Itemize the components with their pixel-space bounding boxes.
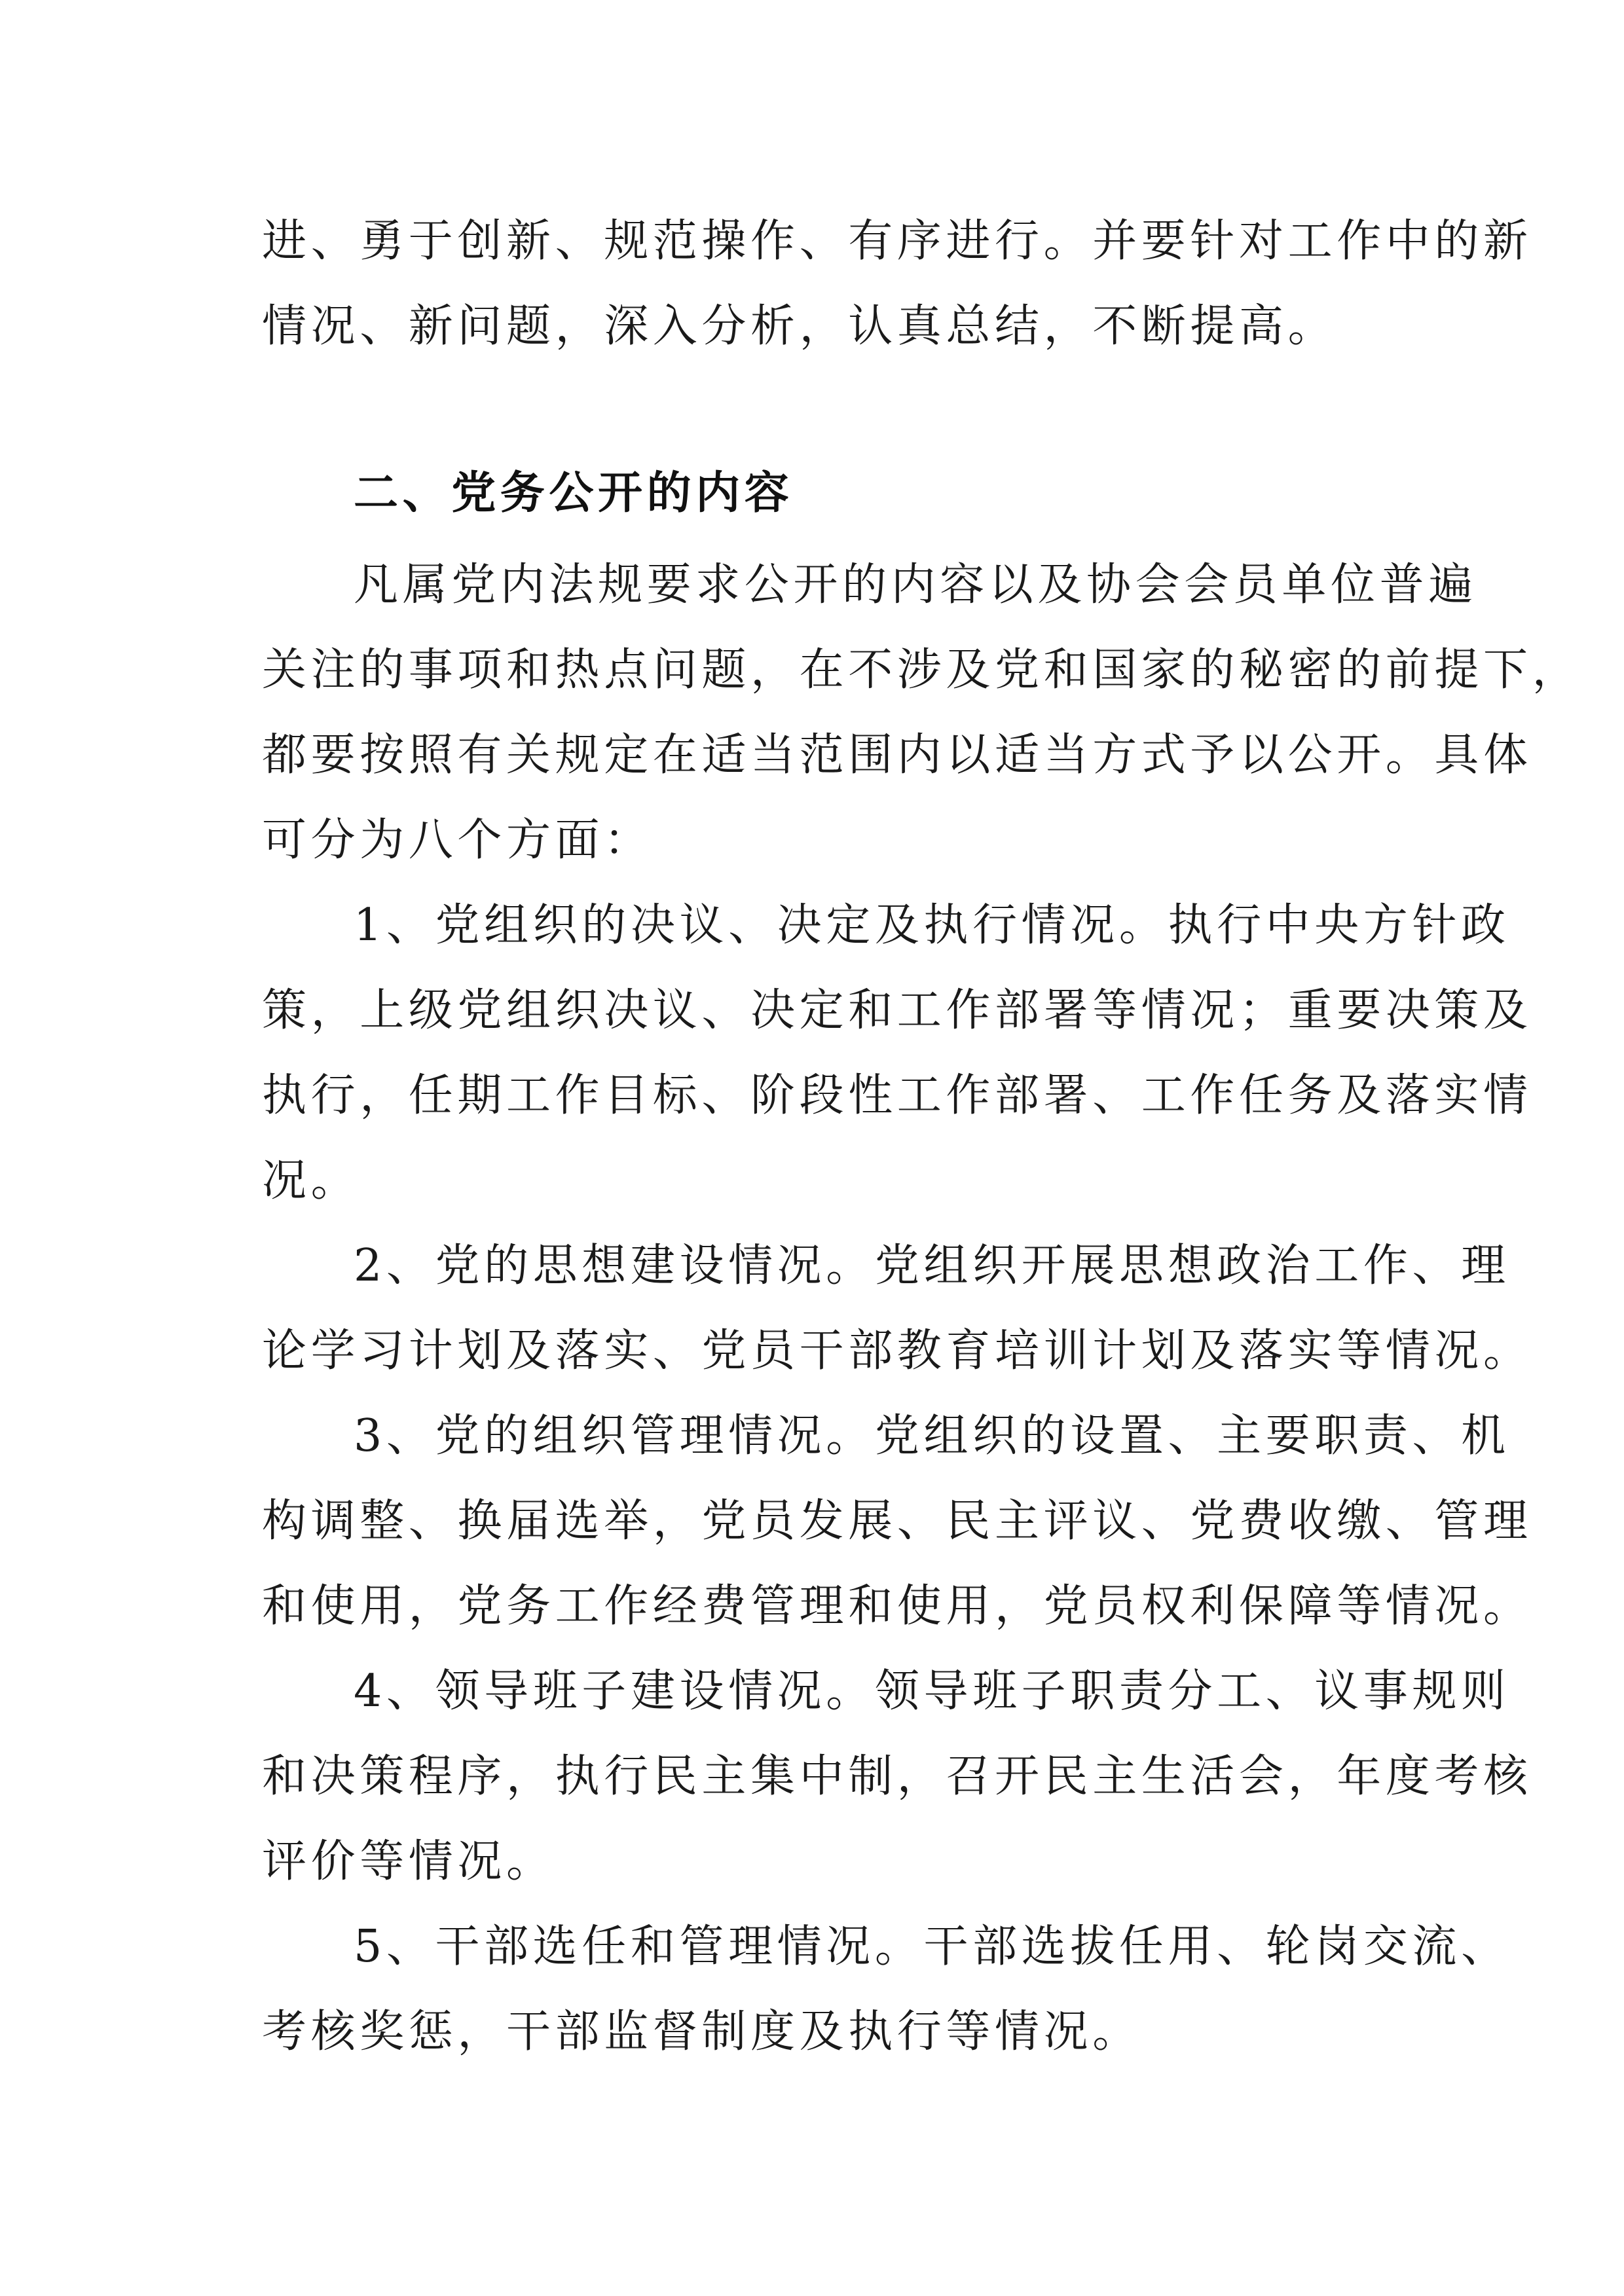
text-line: 执行，任期工作目标、阶段性工作部署、工作任务及落实情 [262,1070,1532,1121]
text-line: 关注的事项和热点问题，在不涉及党和国家的秘密的前提下， [262,644,1581,696]
text-line: 1、党组织的决议、决定及执行情况。执行中央方针政 [354,900,1510,951]
text-line: 4、领导班子建设情况。领导班子职责分工、议事规则 [354,1666,1510,1717]
text-line: 3、党的组织管理情况。党组织的设置、主要职责、机 [354,1410,1510,1462]
text-line: 考核奖惩，干部监督制度及执行等情况。 [262,2006,1141,2058]
text-line: 凡属党内法规要求公开的内容以及协会会员单位普遍 [354,559,1477,611]
text-line: 进、勇于创新、规范操作、有序进行。并要针对工作中的新 [262,215,1532,267]
text-line: 构调整、换届选举，党员发展、民主评议、党费收缴、管理 [262,1495,1532,1547]
text-line: 情况、新问题，深入分析，认真总结，不断提高。 [262,301,1337,352]
text-line: 可分为八个方面： [262,814,653,866]
text-line: 2、党的思想建设情况。党组织开展思想政治工作、理 [354,1240,1510,1292]
text-line: 评价等情况。 [262,1836,555,1887]
text-line: 都要按照有关规定在适当范围内以适当方式予以公开。具体 [262,729,1532,781]
text-line: 5、干部选任和管理情况。干部选拔任用、轮岗交流、 [354,1921,1510,1973]
text-line: 况。 [262,1155,360,1207]
text-line: 策，上级党组织决议、决定和工作部署等情况；重要决策及 [262,985,1532,1036]
text-line: 和决策程序，执行民主集中制，召开民主生活会，年度考核 [262,1751,1532,1802]
section-heading: 二、党务公开的内容 [354,467,794,519]
text-line: 和使用，党务工作经费管理和使用，党员权利保障等情况。 [262,1580,1532,1632]
text-line: 论学习计划及落实、党员干部教育培训计划及落实等情况。 [262,1325,1532,1377]
